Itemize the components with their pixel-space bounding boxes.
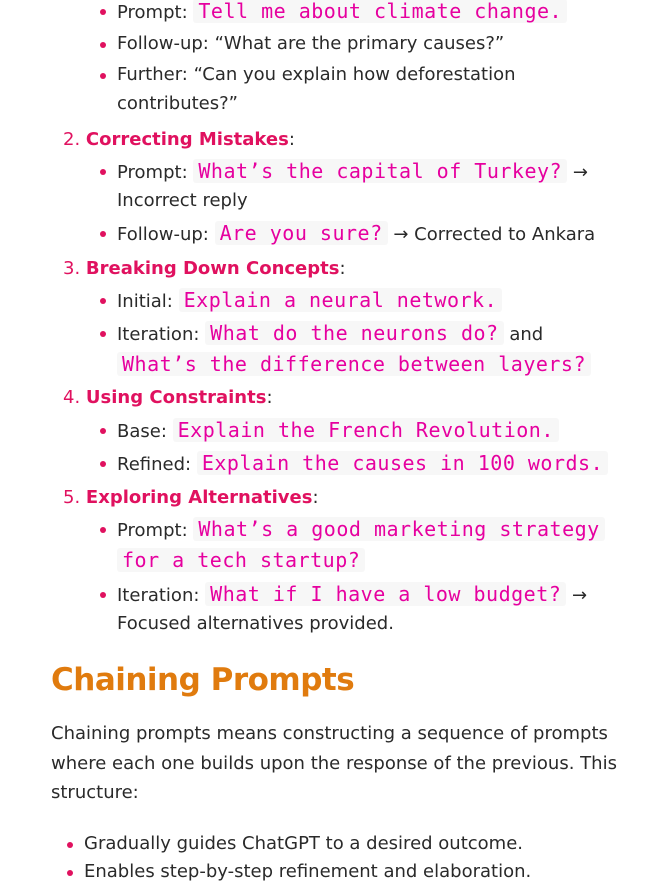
section-heading: Chaining Prompts <box>51 662 355 698</box>
bullet-dot <box>100 428 106 434</box>
list-item: Prompt: What’s a good marketing strategy <box>117 514 605 544</box>
list-item: Follow-up: “What are the primary causes?” <box>117 33 505 54</box>
bullet-dot <box>100 9 106 15</box>
numbered-item: 2. Correcting Mistakes: <box>63 129 295 150</box>
paragraph-line: where each one builds upon the response of the previous. This <box>51 753 617 774</box>
list-item: Enables step-by-step refinement and elaboration. <box>84 861 532 882</box>
inline-code: Are you sure? <box>215 221 388 245</box>
item-title: Breaking Down Concepts <box>85 258 340 279</box>
inline-code: What do the neurons do? <box>205 321 503 345</box>
list-item: Prompt: Tell me about climate change. <box>117 0 567 26</box>
bullet-dot <box>67 842 73 848</box>
item-title: Using Constraints <box>85 387 267 408</box>
bullet-dot <box>100 461 106 467</box>
list-item: Initial: Explain a neural network. <box>117 285 502 315</box>
inline-code: Explain the French Revolution. <box>173 418 559 442</box>
inline-code: What’s a good marketing strategy <box>193 517 604 541</box>
item-title: Correcting Mistakes <box>85 129 289 150</box>
inline-code: Explain the causes in 100 words. <box>197 451 608 475</box>
bullet-dot <box>100 527 106 533</box>
list-item-continuation: Incorrect reply <box>117 190 248 211</box>
list-item-continuation: Focused alternatives provided. <box>117 613 394 634</box>
bullet-dot <box>100 331 106 337</box>
list-item: Gradually guides ChatGPT to a desired outcome. <box>84 833 524 854</box>
list-item: Further: “Can you explain how deforestation <box>117 64 516 85</box>
list-item-continuation <box>117 545 365 575</box>
numbered-item: 5. Exploring Alternatives: <box>63 487 319 508</box>
inline-code: What’s the difference between layers? <box>117 352 591 376</box>
numbered-item: 4. Using Constraints: <box>63 387 273 408</box>
paragraph-line: structure: <box>51 782 139 803</box>
item-title: Exploring Alternatives <box>85 487 313 508</box>
list-item: Follow-up: Are you sure? → Corrected to Ankara <box>117 221 596 245</box>
bullet-dot <box>100 298 106 304</box>
list-item: Iteration: What do the neurons do? and <box>117 321 544 345</box>
list-item-continuation: contributes?” <box>117 93 238 114</box>
list-item: Base: Explain the French Revolution. <box>117 415 559 445</box>
bullet-dot <box>100 169 106 175</box>
inline-code: Tell me about climate change. <box>193 0 567 23</box>
list-item: Refined: Explain the causes in 100 words. <box>117 448 608 478</box>
inline-code: What’s the capital of Turkey? <box>193 159 567 183</box>
list-item: Prompt: What’s the capital of Turkey? → <box>117 159 588 183</box>
paragraph-line: Chaining prompts means constructing a sequence of prompts <box>51 723 608 744</box>
inline-code: for a tech startup? <box>117 548 365 572</box>
numbered-item: 3. Breaking Down Concepts: <box>63 258 346 279</box>
list-item: Iteration: What if I have a low budget? → <box>117 582 588 606</box>
bullet-dot <box>100 231 106 237</box>
bullet-dot <box>67 870 73 876</box>
inline-code: Explain a neural network. <box>179 288 503 312</box>
list-item-continuation <box>117 349 591 379</box>
bullet-dot <box>100 592 106 598</box>
inline-code: What if I have a low budget? <box>205 582 566 606</box>
bullet-dot <box>100 42 106 48</box>
bullet-dot <box>100 73 106 79</box>
